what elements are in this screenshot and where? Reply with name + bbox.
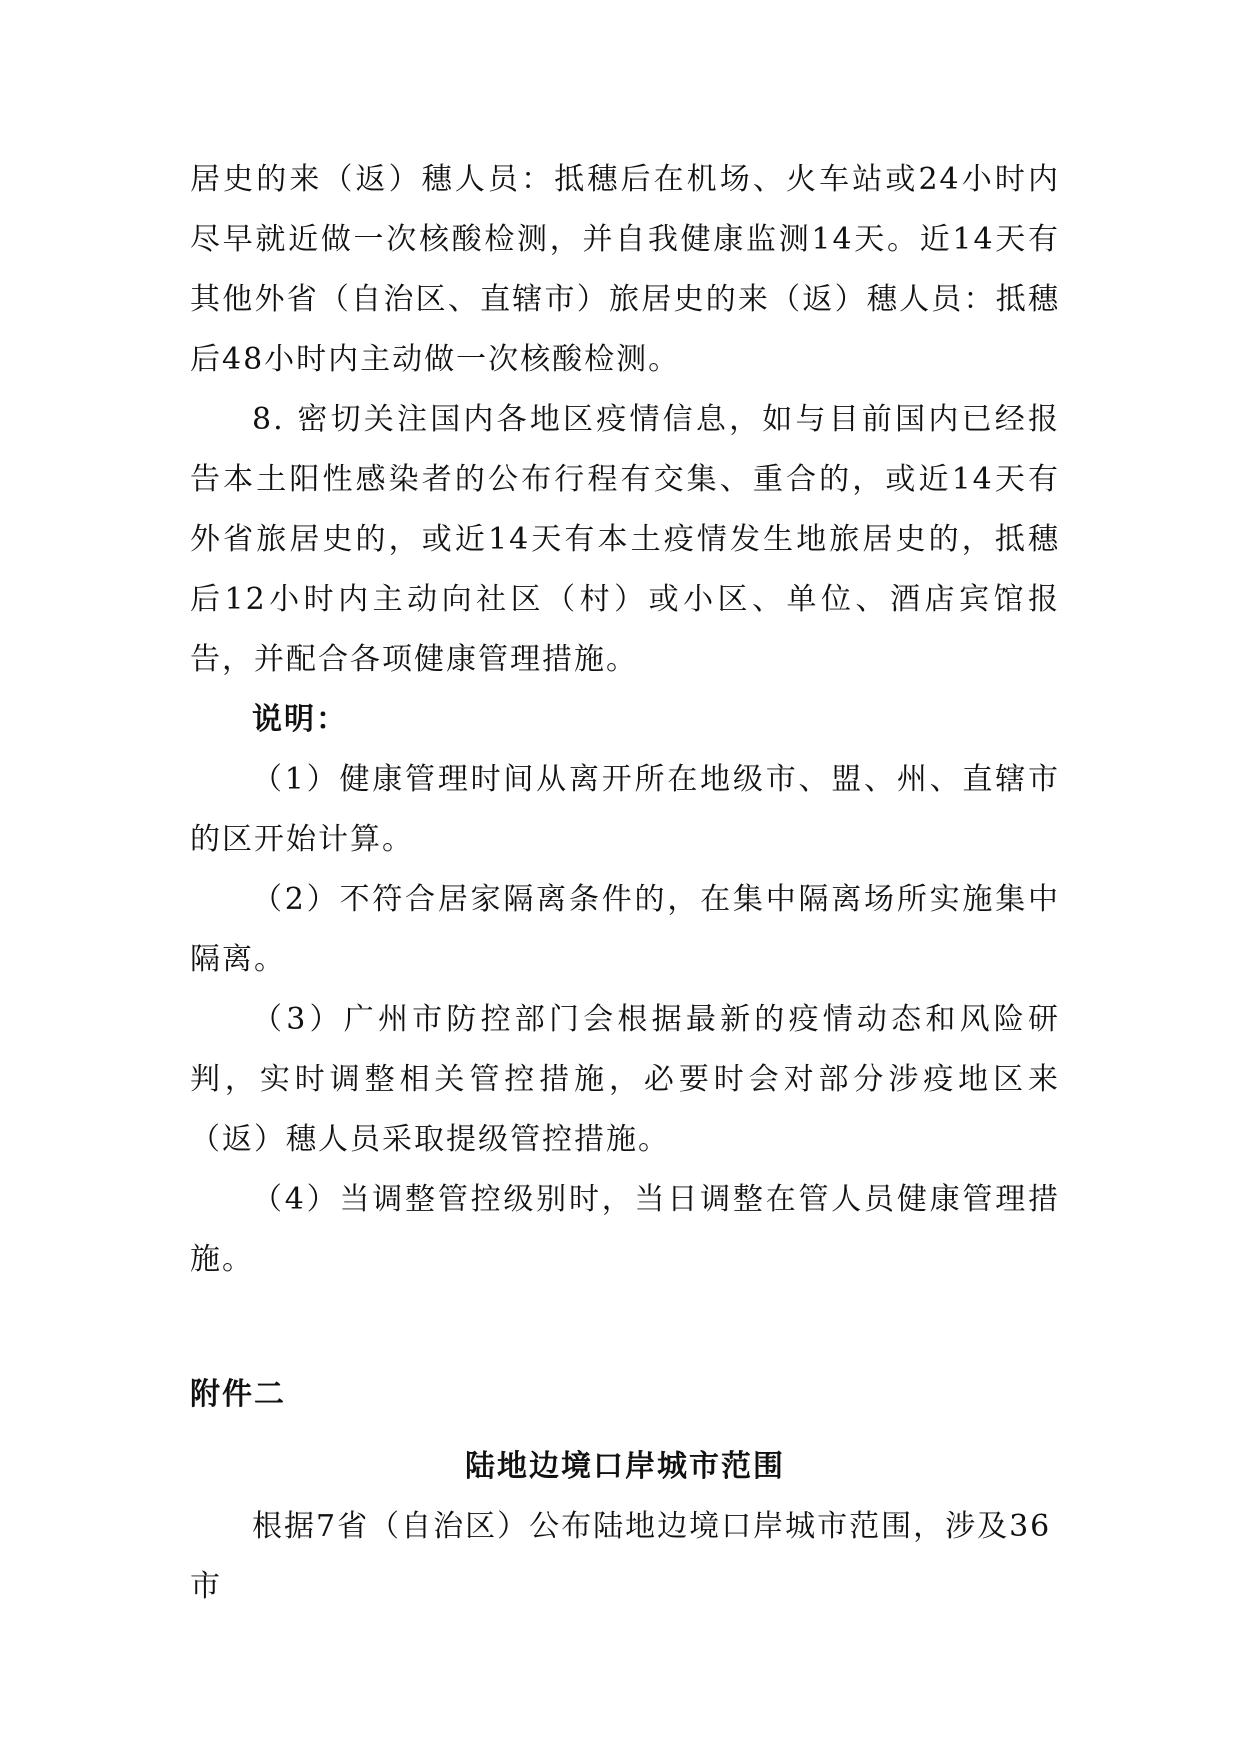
annex-intro: 根据7省（自治区）公布陆地边境口岸城市范围，涉及36市	[190, 1509, 1052, 1604]
paragraph-arrivals-testing: 居史的来（返）穗人员：抵穗后在机场、火车站或24小时内尽早就近做一次核酸检测，并自我健康监测14天。近14天有其他外省（自治区、直辖市）旅居史的来（返）穗人员：抵穗后48小时内主动做一次核酸检测。	[190, 162, 1060, 377]
note-item-1: （1）健康管理时间从离开所在地级市、盟、州、直辖市的区开始计算。	[190, 762, 1060, 857]
annex-label: 附件二	[190, 1377, 286, 1412]
document-page	[190, 150, 1060, 1617]
note-item-3: （3）广州市防控部门会根据最新的疫情动态和风险研判，实时调整相关管控措施，必要时会对部分涉疫地区来（返）穗人员采取提级管控措施。	[190, 1002, 1060, 1157]
annex-title: 陆地边境口岸城市范围	[465, 1449, 785, 1484]
notes-heading: 说明：	[252, 702, 348, 737]
note-item-2: （2）不符合居家隔离条件的，在集中隔离场所实施集中隔离。	[190, 882, 1060, 977]
note-item-4: （4）当调整管控级别时，当日调整在管人员健康管理措施。	[190, 1182, 1060, 1277]
paragraph-item-8: 8. 密切关注国内各地区疫情信息，如与目前国内已经报告本土阳性感染者的公布行程有交集、重合的，或近14天有外省旅居史的，或近14天有本土疫情发生地旅居史的，抵穗后12小时内主动向社区（村）或小区、单位、酒店宾馆报告，并配合各项健康管理措施。	[190, 402, 1060, 677]
